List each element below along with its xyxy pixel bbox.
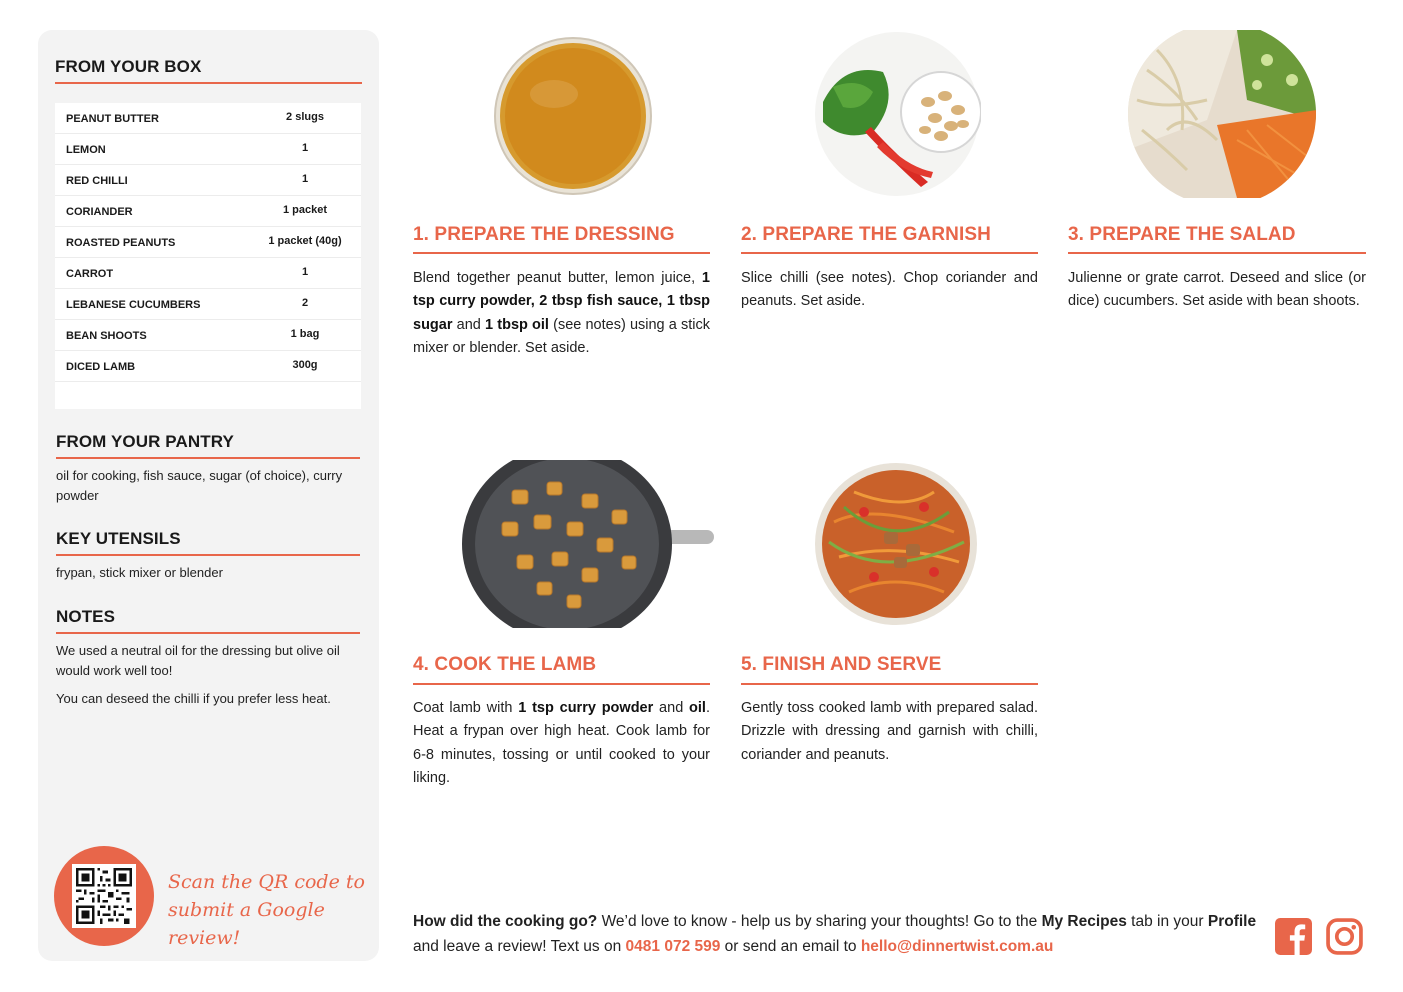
step-text-run: Coat lamb with [413, 700, 519, 716]
instagram-icon[interactable] [1326, 918, 1363, 955]
step-1-text [413, 267, 710, 360]
profile-label: Profile [1207, 913, 1257, 930]
step-text-run: and [653, 700, 690, 716]
ingredient-row [55, 134, 361, 165]
divider [56, 457, 360, 459]
ingredients-table [55, 103, 361, 409]
step-bold-text: 1 tbsp oil [485, 316, 549, 333]
facebook-icon[interactable] [1275, 918, 1312, 955]
divider [1068, 252, 1366, 254]
ingredient-row [55, 165, 361, 196]
ingredient-name: PEANUT BUTTER [66, 113, 159, 125]
dressing-bowl-image [492, 36, 654, 196]
divider [56, 554, 360, 556]
footer-text-3: and leave a review! Text us on [413, 938, 626, 955]
salad-image [1127, 30, 1317, 198]
ingredient-row [55, 227, 361, 258]
ingredient-row [55, 289, 361, 320]
step-4-text [413, 697, 710, 790]
divider [741, 252, 1038, 254]
divider [56, 632, 360, 634]
ingredient-name: CORIANDER [66, 206, 133, 218]
utensils-text: frypan, stick mixer or blender [56, 565, 223, 580]
step-2-title: 2. PREPARE THE GARNISH [741, 224, 991, 245]
step-5-title: 5. FINISH AND SERVE [741, 654, 942, 675]
footer-question: How did the cooking go? [413, 913, 598, 930]
step-text-run: Gently toss cooked lamb with prepared salad. Drizzle with dressing and garnish with chilli, coriander and peanuts. [741, 700, 1038, 763]
ingredient-qty: 300g [292, 359, 318, 371]
step-4-title: 4. COOK THE LAMB [413, 654, 597, 675]
qr-code-icon[interactable] [72, 864, 136, 928]
footer-review-text [413, 909, 1263, 959]
pantry-text: oil for cooking, fish sauce, sugar (of choice), curry powder [56, 468, 343, 503]
sidebar [38, 30, 379, 961]
divider [741, 683, 1038, 685]
step-text-run: . Heat a frypan over high heat. Cook lamb for 6-8 minutes, tossing or until cooked to your liking. [413, 700, 710, 786]
footer-text-4: or send an email to [720, 938, 861, 955]
ingredient-row [55, 320, 361, 351]
ingredient-name: LEBANESE CUCUMBERS [66, 299, 201, 311]
step-text-run: (see notes) using a stick mixer or blender. Set aside. [413, 316, 710, 356]
ingredient-name: ROASTED PEANUTS [66, 237, 176, 249]
note-1: We used a neutral oil for the dressing but olive oil would work well too! [56, 643, 340, 678]
divider [55, 82, 362, 84]
ingredient-row [55, 258, 361, 289]
finished-dish-image [814, 462, 978, 626]
ingredient-qty: 2 slugs [286, 111, 324, 123]
step-bold-text: oil [689, 700, 706, 716]
frypan-lamb-image [462, 460, 714, 628]
divider [413, 683, 710, 685]
ingredient-qty: 1 packet (40g) [268, 235, 342, 247]
footer-text-1: We’d love to know - help us by sharing your thoughts! Go to the [597, 913, 1042, 930]
ingredient-qty: 1 packet [282, 204, 328, 216]
notes-title: NOTES [56, 607, 116, 626]
step-text-run: Slice chilli (see notes). Chop coriander and peanuts. Set aside. [741, 270, 1038, 310]
ingredient-qty: 1 [301, 266, 309, 278]
qr-badge[interactable] [54, 846, 154, 946]
step-3-title: 3. PREPARE THE SALAD [1068, 224, 1296, 245]
step-text-run: Blend together peanut butter, lemon juice, [413, 270, 702, 286]
step-2-text [741, 267, 1038, 314]
ingredient-name: BEAN SHOOTS [66, 330, 147, 342]
step-3-text [1068, 267, 1366, 314]
qr-caption [168, 868, 368, 952]
ingredient-name: LEMON [66, 144, 106, 156]
ingredient-qty: 1 [301, 173, 309, 185]
ingredient-row [55, 196, 361, 227]
step-1-title: 1. PREPARE THE DRESSING [413, 224, 675, 245]
footer-text-2: tab in your [1126, 913, 1208, 930]
ingredient-qty: 1 [301, 142, 309, 154]
ingredient-name: RED CHILLI [66, 175, 128, 187]
step-text-run: and [452, 316, 486, 333]
utensils-title: KEY UTENSILS [56, 529, 181, 548]
garnish-plate-image [813, 32, 981, 196]
step-5-text [741, 697, 1038, 767]
ingredient-row [55, 103, 361, 134]
ingredient-name: CARROT [66, 268, 114, 280]
step-text-run: Julienne or grate carrot. Deseed and slice (or dice) cucumbers. Set aside with bean shoots. [1068, 270, 1366, 310]
qr-caption-line-1: Scan the QR code to [168, 871, 365, 893]
ingredient-qty: 2 [301, 297, 309, 309]
phone-link[interactable]: 0481 072 599 [625, 938, 721, 955]
email-link[interactable]: hello@dinnertwist.com.au [860, 938, 1054, 955]
ingredient-name: DICED LAMB [66, 361, 136, 373]
ingredient-qty: 1 bag [290, 328, 320, 340]
divider [413, 252, 710, 254]
my-recipes-label: My Recipes [1041, 913, 1127, 930]
qr-caption-line-2: submit a Google review! [168, 899, 325, 949]
note-2: You can deseed the chilli if you prefer less heat. [56, 691, 331, 706]
pantry-title: FROM YOUR PANTRY [56, 432, 234, 451]
step-bold-text: 1 tsp curry powder [518, 700, 654, 716]
step-bold-text: 1 tsp curry powder, 2 tbsp fish sauce, 1 tbsp sugar [413, 270, 710, 333]
box-title: FROM YOUR BOX [55, 57, 202, 76]
ingredient-row [55, 351, 361, 382]
